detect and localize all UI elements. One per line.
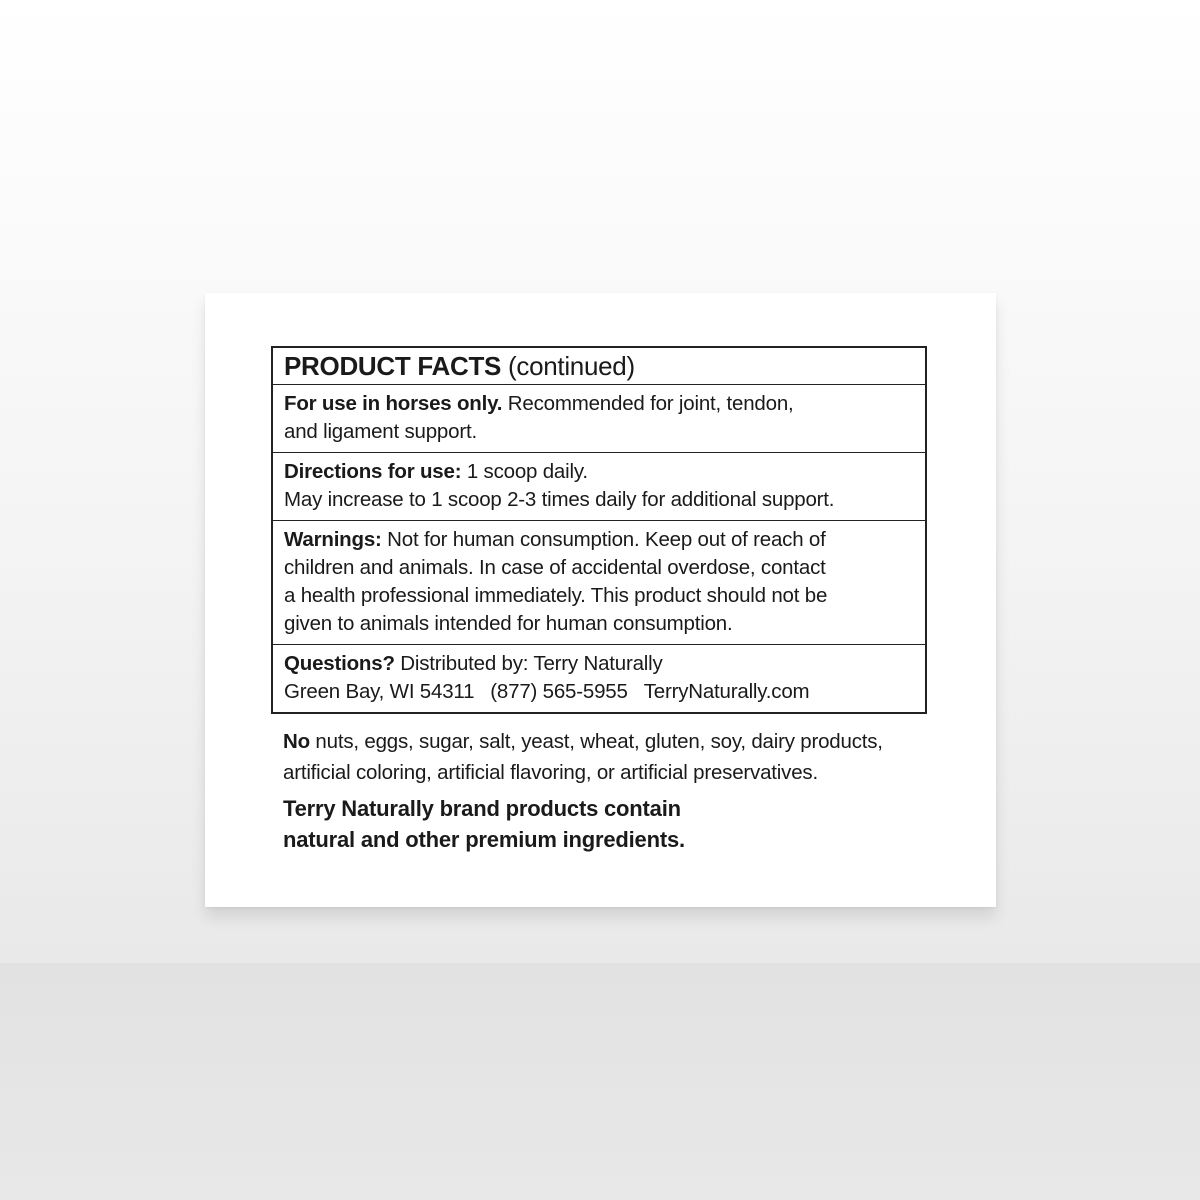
product-facts-title: PRODUCT FACTS <box>284 351 502 381</box>
warnings-text-1: Not for human consumption. Keep out of reach of <box>381 528 826 551</box>
address-city: Green Bay, WI 54311 <box>284 680 475 703</box>
distributor-text: Distributed by: Terry Naturally <box>394 652 663 675</box>
product-facts-header <box>273 348 925 384</box>
free-from-lead: No <box>283 730 310 753</box>
product-facts-box <box>271 346 927 714</box>
brand-statement-line-2: natural and other premium ingredients. <box>283 827 685 852</box>
use-lead: For use in horses only. <box>284 392 503 415</box>
questions-line-1 <box>284 650 914 678</box>
warnings-text-3: a health professional immediately. This product should not be <box>284 584 828 607</box>
contact-line <box>284 678 914 706</box>
directions-text-2: May increase to 1 scoop 2-3 times daily for additional support. <box>284 488 835 511</box>
directions-text-1: 1 scoop daily. <box>461 460 588 483</box>
warnings-text-4: given to animals intended for human consumption. <box>284 612 733 635</box>
directions-lead: Directions for use: <box>284 460 462 483</box>
use-text-1: Recommended for joint, tendon, <box>502 392 794 415</box>
website-text: TerryNaturally.com <box>643 680 810 703</box>
product-label <box>205 293 996 907</box>
questions-section <box>273 644 925 712</box>
free-from-text-1: nuts, eggs, sugar, salt, yeast, wheat, gluten, soy, dairy products, <box>309 730 883 753</box>
warnings-line-1 <box>284 526 914 554</box>
directions-line-1 <box>284 458 914 486</box>
use-section <box>273 384 925 452</box>
brand-statement <box>283 793 685 855</box>
warnings-text-2: children and animals. In case of accidental overdose, contact <box>284 556 826 579</box>
questions-lead: Questions? <box>284 652 395 675</box>
shelf-background <box>0 963 1200 1200</box>
phone-number: (877) 565-5955 <box>490 680 628 703</box>
free-from-line-1 <box>283 726 883 757</box>
free-from-text-2: artificial coloring, artificial flavoring, or artificial preservatives. <box>283 761 818 784</box>
product-facts-continued: (continued) <box>501 351 635 381</box>
use-text-2: and ligament support. <box>284 420 477 443</box>
use-line-1 <box>284 390 914 418</box>
warnings-lead: Warnings: <box>284 528 382 551</box>
directions-section <box>273 452 925 520</box>
free-from-statement <box>283 726 883 788</box>
brand-statement-line-1: Terry Naturally brand products contain <box>283 796 681 821</box>
warnings-section <box>273 520 925 644</box>
